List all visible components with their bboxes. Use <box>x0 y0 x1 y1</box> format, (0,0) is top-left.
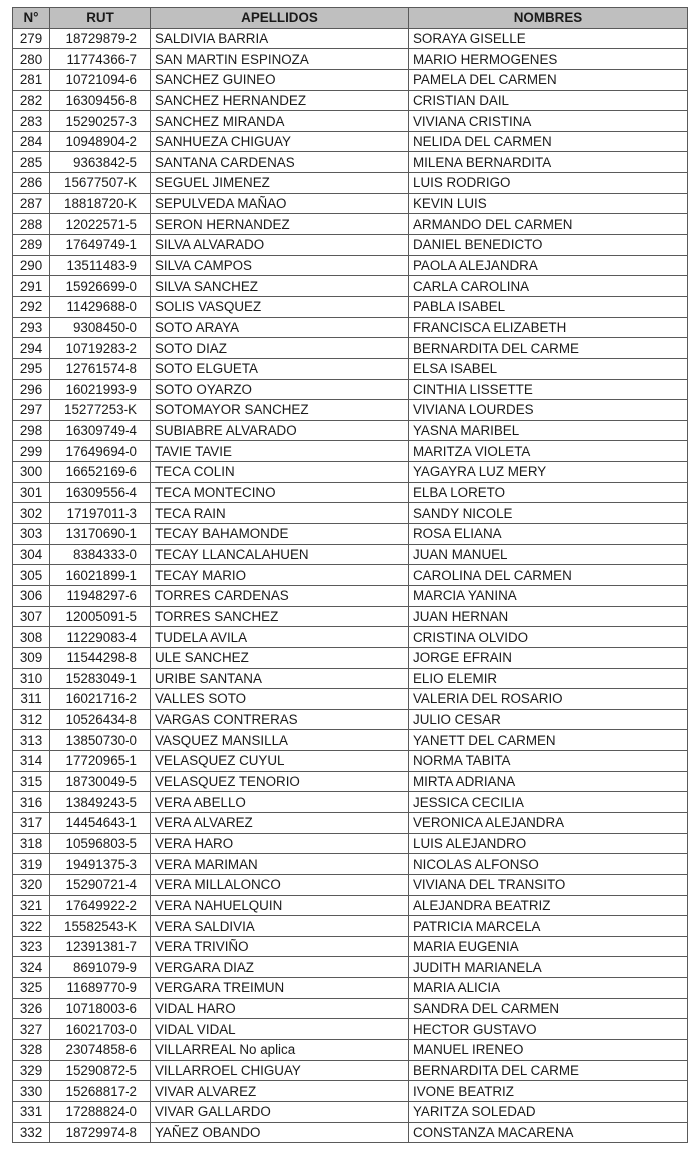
row-number: 328 <box>13 1040 50 1061</box>
table-row <box>13 173 688 194</box>
row-number: 290 <box>13 255 50 276</box>
rut-cell: 14454643-1 <box>50 812 151 833</box>
table-row <box>13 1101 688 1122</box>
rut-cell: 17649922-2 <box>50 895 151 916</box>
apellidos-cell: SANHUEZA CHIGUAY <box>151 131 409 152</box>
nombres-cell: JUAN HERNAN <box>409 606 688 627</box>
rut-cell: 15290257-3 <box>50 111 151 132</box>
rut-cell: 16309556-4 <box>50 482 151 503</box>
row-number: 319 <box>13 854 50 875</box>
apellidos-cell: VIDAL VIDAL <box>151 1019 409 1040</box>
table-row <box>13 358 688 379</box>
apellidos-cell: VIVAR GALLARDO <box>151 1101 409 1122</box>
nombres-cell: VIVIANA CRISTINA <box>409 111 688 132</box>
nombres-cell: CARLA CAROLINA <box>409 276 688 297</box>
table-row <box>13 1040 688 1061</box>
apellidos-cell: SOTOMAYOR SANCHEZ <box>151 400 409 421</box>
row-number: 331 <box>13 1101 50 1122</box>
rut-cell: 10948904-2 <box>50 131 151 152</box>
rut-cell: 10718003-6 <box>50 998 151 1019</box>
table-row <box>13 709 688 730</box>
table-row <box>13 338 688 359</box>
apellidos-cell: VIDAL HARO <box>151 998 409 1019</box>
apellidos-cell: SOLIS VASQUEZ <box>151 296 409 317</box>
row-number: 288 <box>13 214 50 235</box>
table-row <box>13 152 688 173</box>
nombres-cell: VIVIANA LOURDES <box>409 400 688 421</box>
nombres-cell: ROSA ELIANA <box>409 524 688 545</box>
row-number: 316 <box>13 792 50 813</box>
apellidos-cell: SEGUEL JIMENEZ <box>151 173 409 194</box>
table-row <box>13 441 688 462</box>
nombres-cell: CINTHIA LISSETTE <box>409 379 688 400</box>
table-row <box>13 69 688 90</box>
table-row <box>13 482 688 503</box>
apellidos-cell: VASQUEZ MANSILLA <box>151 730 409 751</box>
table-row <box>13 296 688 317</box>
table-row <box>13 1081 688 1102</box>
table-row <box>13 792 688 813</box>
row-number: 304 <box>13 544 50 565</box>
row-number: 292 <box>13 296 50 317</box>
rut-cell: 11689770-9 <box>50 978 151 999</box>
nombres-cell: PATRICIA MARCELA <box>409 916 688 937</box>
rut-cell: 18729879-2 <box>50 28 151 49</box>
apellidos-cell: SANCHEZ MIRANDA <box>151 111 409 132</box>
apellidos-cell: TECA COLIN <box>151 462 409 483</box>
table-row <box>13 585 688 606</box>
apellidos-cell: SOTO OYARZO <box>151 379 409 400</box>
table-row <box>13 524 688 545</box>
row-number: 294 <box>13 338 50 359</box>
rut-cell: 12005091-5 <box>50 606 151 627</box>
table-row <box>13 751 688 772</box>
rut-cell: 15290721-4 <box>50 874 151 895</box>
rut-cell: 16652169-6 <box>50 462 151 483</box>
rut-cell: 19491375-3 <box>50 854 151 875</box>
apellidos-cell: VELASQUEZ CUYUL <box>151 751 409 772</box>
nombres-cell: PAOLA ALEJANDRA <box>409 255 688 276</box>
rut-cell: 10719283-2 <box>50 338 151 359</box>
table-row <box>13 544 688 565</box>
row-number: 284 <box>13 131 50 152</box>
rut-cell: 12761574-8 <box>50 358 151 379</box>
apellidos-cell: VERA ABELLO <box>151 792 409 813</box>
table-row <box>13 978 688 999</box>
nombres-cell: JESSICA CECILIA <box>409 792 688 813</box>
apellidos-cell: VERGARA TREIMUN <box>151 978 409 999</box>
table-row <box>13 49 688 70</box>
table-row <box>13 812 688 833</box>
rut-cell: 11429688-0 <box>50 296 151 317</box>
rut-cell: 12391381-7 <box>50 936 151 957</box>
nombres-cell: CONSTANZA MACARENA <box>409 1122 688 1143</box>
rut-cell: 10526434-8 <box>50 709 151 730</box>
rut-cell: 9308450-0 <box>50 317 151 338</box>
nombres-cell: CAROLINA DEL CARMEN <box>409 565 688 586</box>
row-number: 327 <box>13 1019 50 1040</box>
table-row <box>13 317 688 338</box>
apellidos-cell: SOTO DIAZ <box>151 338 409 359</box>
row-number: 325 <box>13 978 50 999</box>
apellidos-cell: VARGAS CONTRERAS <box>151 709 409 730</box>
apellidos-cell: ULE SANCHEZ <box>151 647 409 668</box>
nombres-cell: CRISTIAN DAIL <box>409 90 688 111</box>
nombres-cell: MARIO HERMOGENES <box>409 49 688 70</box>
table-row <box>13 647 688 668</box>
rut-cell: 15290872-5 <box>50 1060 151 1081</box>
row-number: 283 <box>13 111 50 132</box>
apellidos-cell: SEPULVEDA MAÑAO <box>151 193 409 214</box>
apellidos-cell: VERA NAHUELQUIN <box>151 895 409 916</box>
rut-cell: 18818720-K <box>50 193 151 214</box>
row-number: 289 <box>13 235 50 256</box>
rut-cell: 16021716-2 <box>50 689 151 710</box>
table-row <box>13 998 688 1019</box>
nombres-cell: NELIDA DEL CARMEN <box>409 131 688 152</box>
rut-cell: 16021899-1 <box>50 565 151 586</box>
apellidos-cell: VALLES SOTO <box>151 689 409 710</box>
nombres-cell: VIVIANA DEL TRANSITO <box>409 874 688 895</box>
rut-cell: 17288824-0 <box>50 1101 151 1122</box>
rut-cell: 16021993-9 <box>50 379 151 400</box>
rut-cell: 10721094-6 <box>50 69 151 90</box>
table-row <box>13 730 688 751</box>
apellidos-cell: SERON HERNANDEZ <box>151 214 409 235</box>
header-apellidos: APELLIDOS <box>151 8 409 29</box>
nombres-cell: CRISTINA OLVIDO <box>409 627 688 648</box>
nombres-cell: YANETT DEL CARMEN <box>409 730 688 751</box>
rut-cell: 11544298-8 <box>50 647 151 668</box>
rut-cell: 8384333-0 <box>50 544 151 565</box>
apellidos-cell: SANCHEZ HERNANDEZ <box>151 90 409 111</box>
row-number: 280 <box>13 49 50 70</box>
apellidos-cell: SAN MARTIN ESPINOZA <box>151 49 409 70</box>
row-number: 307 <box>13 606 50 627</box>
apellidos-cell: SANCHEZ GUINEO <box>151 69 409 90</box>
rut-cell: 13849243-5 <box>50 792 151 813</box>
table-body <box>13 28 688 1143</box>
row-number: 310 <box>13 668 50 689</box>
rut-cell: 15283049-1 <box>50 668 151 689</box>
apellidos-cell: VERA MILLALONCO <box>151 874 409 895</box>
row-number: 281 <box>13 69 50 90</box>
row-number: 313 <box>13 730 50 751</box>
header-num: N° <box>13 8 50 29</box>
apellidos-cell: SILVA ALVARADO <box>151 235 409 256</box>
nombres-cell: JORGE EFRAIN <box>409 647 688 668</box>
apellidos-cell: VERA ALVAREZ <box>151 812 409 833</box>
document-page <box>12 7 687 1143</box>
apellidos-cell: TUDELA AVILA <box>151 627 409 648</box>
row-number: 330 <box>13 1081 50 1102</box>
apellidos-cell: TECA RAIN <box>151 503 409 524</box>
row-number: 321 <box>13 895 50 916</box>
row-number: 297 <box>13 400 50 421</box>
rut-cell: 17649694-0 <box>50 441 151 462</box>
row-number: 302 <box>13 503 50 524</box>
table-row <box>13 627 688 648</box>
nombres-cell: PABLA ISABEL <box>409 296 688 317</box>
rut-cell: 13170690-1 <box>50 524 151 545</box>
table-row <box>13 957 688 978</box>
row-number: 287 <box>13 193 50 214</box>
apellidos-cell: SILVA CAMPOS <box>151 255 409 276</box>
rut-cell: 15268817-2 <box>50 1081 151 1102</box>
rut-cell: 17197011-3 <box>50 503 151 524</box>
row-number: 298 <box>13 420 50 441</box>
apellidos-cell: VERA TRIVIÑO <box>151 936 409 957</box>
nombres-cell: SANDY NICOLE <box>409 503 688 524</box>
row-number: 296 <box>13 379 50 400</box>
nombres-cell: SANDRA DEL CARMEN <box>409 998 688 1019</box>
row-number: 305 <box>13 565 50 586</box>
rut-cell: 13850730-0 <box>50 730 151 751</box>
nombres-cell: ELIO ELEMIR <box>409 668 688 689</box>
row-number: 317 <box>13 812 50 833</box>
rut-cell: 11948297-6 <box>50 585 151 606</box>
table-row <box>13 606 688 627</box>
table-row <box>13 895 688 916</box>
nombres-cell: PAMELA DEL CARMEN <box>409 69 688 90</box>
nombres-cell: IVONE BEATRIZ <box>409 1081 688 1102</box>
nombres-cell: YASNA MARIBEL <box>409 420 688 441</box>
rut-cell: 11229083-4 <box>50 627 151 648</box>
apellidos-cell: SUBIABRE ALVARADO <box>151 420 409 441</box>
nombres-cell: FRANCISCA ELIZABETH <box>409 317 688 338</box>
nombres-cell: ELBA LORETO <box>409 482 688 503</box>
rut-cell: 15582543-K <box>50 916 151 937</box>
table-row <box>13 1019 688 1040</box>
nombres-cell: BERNARDITA DEL CARME <box>409 338 688 359</box>
table-row <box>13 400 688 421</box>
table-row <box>13 668 688 689</box>
row-number: 315 <box>13 771 50 792</box>
nombres-cell: LUIS ALEJANDRO <box>409 833 688 854</box>
row-number: 295 <box>13 358 50 379</box>
row-number: 308 <box>13 627 50 648</box>
rut-cell: 15277253-K <box>50 400 151 421</box>
row-number: 322 <box>13 916 50 937</box>
table-row <box>13 255 688 276</box>
table-row <box>13 833 688 854</box>
table-header <box>13 8 688 29</box>
nombres-cell: VALERIA DEL ROSARIO <box>409 689 688 710</box>
nombres-cell: ALEJANDRA BEATRIZ <box>409 895 688 916</box>
nombres-cell: BERNARDITA DEL CARME <box>409 1060 688 1081</box>
table-row <box>13 420 688 441</box>
apellidos-cell: VERA SALDIVIA <box>151 916 409 937</box>
rut-cell: 9363842-5 <box>50 152 151 173</box>
nombres-cell: MANUEL IRENEO <box>409 1040 688 1061</box>
rut-cell: 18729974-8 <box>50 1122 151 1143</box>
rut-cell: 15926699-0 <box>50 276 151 297</box>
row-number: 300 <box>13 462 50 483</box>
header-row <box>13 8 688 29</box>
row-number: 326 <box>13 998 50 1019</box>
row-number: 332 <box>13 1122 50 1143</box>
apellidos-cell: TORRES SANCHEZ <box>151 606 409 627</box>
table-row <box>13 874 688 895</box>
row-number: 279 <box>13 28 50 49</box>
row-number: 312 <box>13 709 50 730</box>
table-row <box>13 276 688 297</box>
table-row <box>13 90 688 111</box>
row-number: 285 <box>13 152 50 173</box>
nombres-cell: MIRTA ADRIANA <box>409 771 688 792</box>
row-number: 286 <box>13 173 50 194</box>
row-number: 303 <box>13 524 50 545</box>
nombres-cell: MILENA BERNARDITA <box>409 152 688 173</box>
row-number: 324 <box>13 957 50 978</box>
table-row <box>13 771 688 792</box>
apellidos-cell: VERA MARIMAN <box>151 854 409 875</box>
nombres-cell: HECTOR GUSTAVO <box>409 1019 688 1040</box>
nombres-cell: YAGAYRA LUZ MERY <box>409 462 688 483</box>
nombres-cell: MARIA EUGENIA <box>409 936 688 957</box>
row-number: 311 <box>13 689 50 710</box>
apellidos-cell: TORRES CARDENAS <box>151 585 409 606</box>
row-number: 309 <box>13 647 50 668</box>
apellidos-cell: YAÑEZ OBANDO <box>151 1122 409 1143</box>
nombres-cell: KEVIN LUIS <box>409 193 688 214</box>
table-row <box>13 214 688 235</box>
nombres-cell: JUDITH MARIANELA <box>409 957 688 978</box>
nombres-cell: MARIA ALICIA <box>409 978 688 999</box>
apellidos-cell: TAVIE TAVIE <box>151 441 409 462</box>
apellidos-cell: TECAY MARIO <box>151 565 409 586</box>
rut-cell: 10596803-5 <box>50 833 151 854</box>
nombres-cell: MARITZA VIOLETA <box>409 441 688 462</box>
rut-cell: 23074858-6 <box>50 1040 151 1061</box>
row-number: 320 <box>13 874 50 895</box>
nombres-cell: ARMANDO DEL CARMEN <box>409 214 688 235</box>
rut-cell: 17649749-1 <box>50 235 151 256</box>
row-number: 314 <box>13 751 50 772</box>
rut-cell: 16309749-4 <box>50 420 151 441</box>
apellidos-cell: URIBE SANTANA <box>151 668 409 689</box>
table-row <box>13 235 688 256</box>
nombres-cell: SORAYA GISELLE <box>409 28 688 49</box>
apellidos-cell: VILLARREAL No aplica <box>151 1040 409 1061</box>
rut-cell: 17720965-1 <box>50 751 151 772</box>
nombres-cell: NICOLAS ALFONSO <box>409 854 688 875</box>
apellidos-cell: SANTANA CARDENAS <box>151 152 409 173</box>
table-row <box>13 1122 688 1143</box>
row-number: 301 <box>13 482 50 503</box>
apellidos-cell: SOTO ARAYA <box>151 317 409 338</box>
apellidos-cell: SOTO ELGUETA <box>151 358 409 379</box>
table-row <box>13 462 688 483</box>
nombres-cell: NORMA TABITA <box>409 751 688 772</box>
apellidos-cell: TECAY LLANCALAHUEN <box>151 544 409 565</box>
table-row <box>13 689 688 710</box>
row-number: 318 <box>13 833 50 854</box>
table-row <box>13 936 688 957</box>
table-row <box>13 916 688 937</box>
nombres-cell: MARCIA YANINA <box>409 585 688 606</box>
rut-cell: 8691079-9 <box>50 957 151 978</box>
apellidos-cell: VIVAR ALVAREZ <box>151 1081 409 1102</box>
table-row <box>13 111 688 132</box>
nombres-cell: JUAN MANUEL <box>409 544 688 565</box>
rut-cell: 18730049-5 <box>50 771 151 792</box>
row-number: 291 <box>13 276 50 297</box>
table-row <box>13 503 688 524</box>
nombres-cell: VERONICA ALEJANDRA <box>409 812 688 833</box>
apellidos-cell: TECAY BAHAMONDE <box>151 524 409 545</box>
row-number: 282 <box>13 90 50 111</box>
row-number: 293 <box>13 317 50 338</box>
table-row <box>13 28 688 49</box>
apellidos-cell: VELASQUEZ TENORIO <box>151 771 409 792</box>
nombres-cell: YARITZA SOLEDAD <box>409 1101 688 1122</box>
apellidos-cell: VERGARA DIAZ <box>151 957 409 978</box>
table-row <box>13 379 688 400</box>
header-nombres: NOMBRES <box>409 8 688 29</box>
rut-cell: 16309456-8 <box>50 90 151 111</box>
row-number: 329 <box>13 1060 50 1081</box>
nombres-cell: LUIS RODRIGO <box>409 173 688 194</box>
apellidos-cell: TECA MONTECINO <box>151 482 409 503</box>
table-row <box>13 193 688 214</box>
table-row <box>13 1060 688 1081</box>
apellidos-cell: SALDIVIA BARRIA <box>151 28 409 49</box>
row-number: 323 <box>13 936 50 957</box>
rut-cell: 13511483-9 <box>50 255 151 276</box>
nombres-cell: DANIEL BENEDICTO <box>409 235 688 256</box>
table-row <box>13 854 688 875</box>
apellidos-cell: SILVA SANCHEZ <box>151 276 409 297</box>
nombres-cell: ELSA ISABEL <box>409 358 688 379</box>
header-rut: RUT <box>50 8 151 29</box>
rut-cell: 16021703-0 <box>50 1019 151 1040</box>
apellidos-cell: VILLARROEL CHIGUAY <box>151 1060 409 1081</box>
row-number: 299 <box>13 441 50 462</box>
nombres-cell: JULIO CESAR <box>409 709 688 730</box>
rut-cell: 11774366-7 <box>50 49 151 70</box>
table-row <box>13 131 688 152</box>
apellidos-cell: VERA HARO <box>151 833 409 854</box>
rut-cell: 15677507-K <box>50 173 151 194</box>
row-number: 306 <box>13 585 50 606</box>
table-row <box>13 565 688 586</box>
people-table <box>12 7 688 1143</box>
rut-cell: 12022571-5 <box>50 214 151 235</box>
